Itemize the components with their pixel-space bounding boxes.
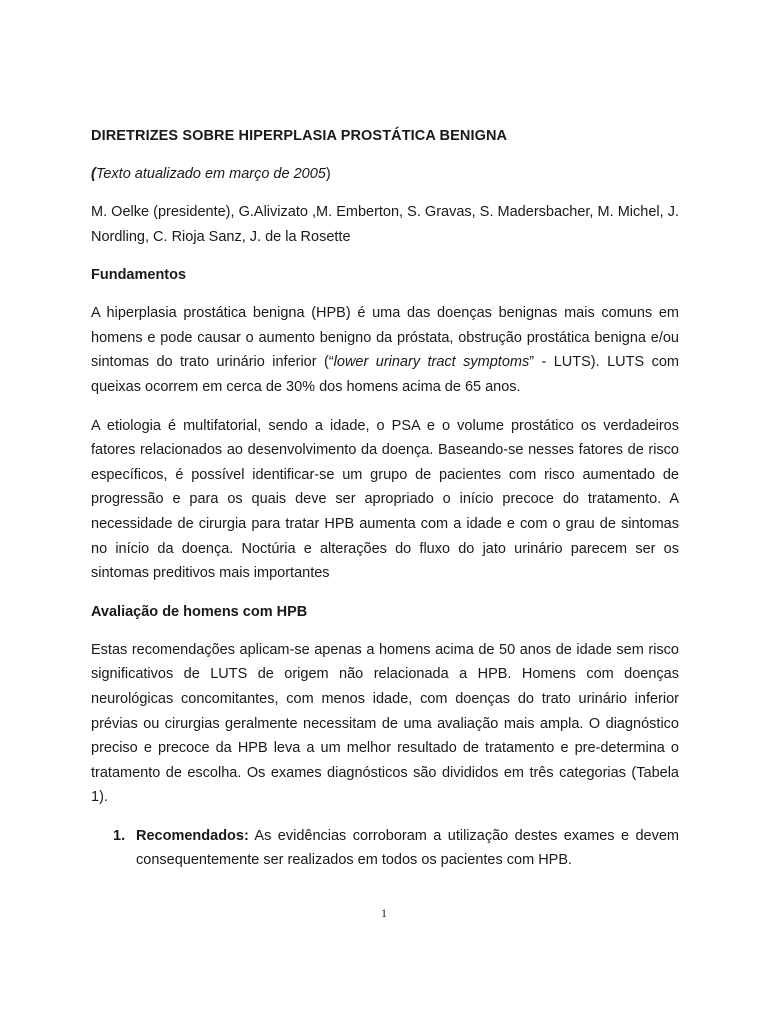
subtitle-open-paren: ( — [91, 166, 96, 182]
subtitle-close-paren: ) — [325, 166, 331, 182]
paragraph-italic-term: lower urinary tract symptoms — [333, 354, 530, 371]
page-number: 1 — [381, 906, 387, 920]
paragraph-text: A hiperplasia prostática benigna (HPB) é uma das doenças benignas mais comuns em homens e pode causar o aumento benigno da próstata, obstrução prostática benigna e/ou sintomas do trato urinário inferior (“ — [91, 305, 679, 371]
document-subtitle — [91, 162, 679, 186]
list-item-term: Recomendados: — [136, 827, 249, 844]
paragraph-etiologia: A etiologia é multifatorial, sendo a idade, o PSA e o volume prostático os verdadeiros fatores relacionados ao desenvolvimento da doença. Baseando-se nesses fatores de risco específicos, é possível identificar-se um grupo de pacientes com risco aumentado de progressão e para os quais deve ser apropriado o início precoce do tratamento. A necessidade de cirurgia para tratar HPB aumenta com a idade e com o grau de sintomas no início da doença. Noctúria e alterações do fluxo do jato urinário parecem ser os sintomas preditivos mais importantes — [91, 417, 679, 582]
paragraph-recomendacoes: Estas recomendações aplicam-se apenas a homens acima de 50 anos de idade sem risco significativos de LUTS de origem não relacionada a HPB. Homens com doenças neurológicas concomitantes, com menos idade, com doenças do trato urinário inferior prévias ou cirurgias geralmente necessitam de uma avaliação mais ampla. O diagnóstico preciso e precoce da HPB leva a um melhor resultado de tratamento e pre-determina o tratamento de escolha. Os exames diagnósticos são divididos em três categorias (Tabela 1). — [91, 641, 679, 806]
exam-categories-list — [91, 824, 679, 873]
list-item-number: 1. — [113, 827, 126, 844]
section-heading-avaliacao: Avaliação de homens com HPB — [91, 603, 308, 620]
list-item — [91, 824, 679, 873]
paragraph-text: ” - LUTS). LUTS com queixas ocorrem em cerca de 30% dos homens acima de 65 anos. — [91, 354, 679, 395]
paragraph-hpb-intro — [91, 301, 679, 399]
page-content — [91, 124, 679, 873]
document-title: DIRETRIZES SOBRE HIPERPLASIA PROSTÁTICA BENIGNA — [91, 128, 508, 144]
authors-line: M. Oelke (presidente), G.Alivizato ,M. Emberton, S. Gravas, S. Madersbacher, M. Michel, J. Nordling, C. Rioja Sanz, J. de la Rosette — [91, 204, 679, 245]
list-item-text: As evidências corroboram a utilização destes exames e devem consequentemente ser realizados em todos os pacientes com HPB. — [136, 827, 679, 869]
section-heading-fundamentos: Fundamentos — [91, 267, 187, 284]
subtitle-text: Texto atualizado em março de 2005 — [95, 166, 326, 182]
